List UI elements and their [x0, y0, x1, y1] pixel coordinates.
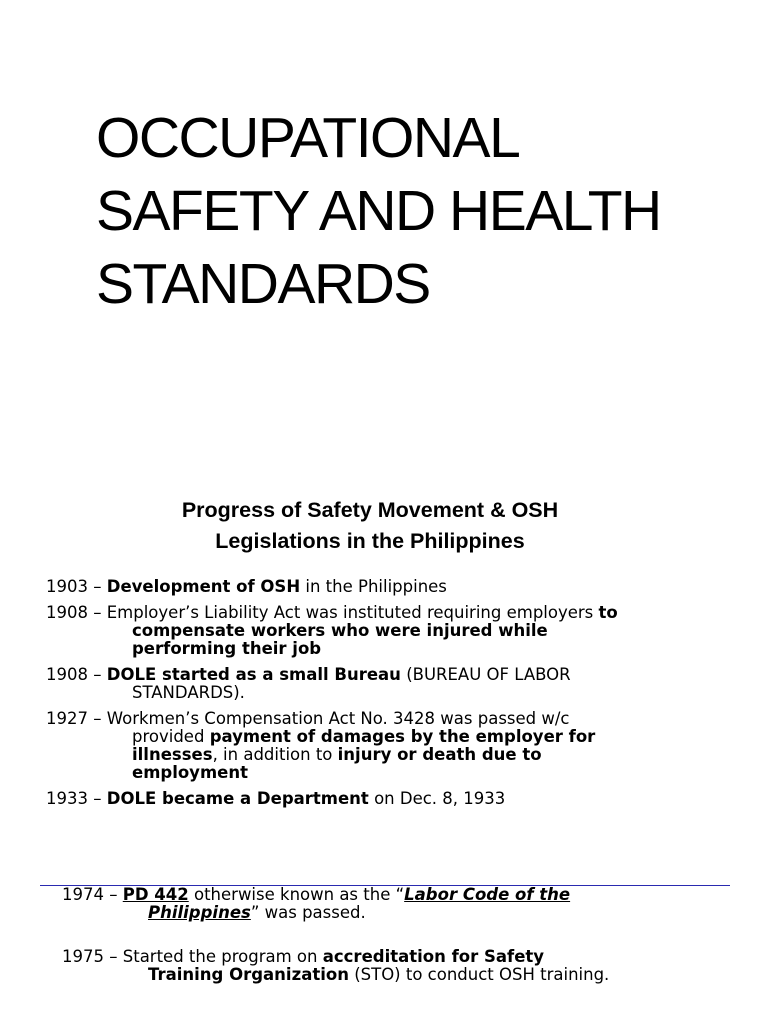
entry-bold: Training Organization: [148, 965, 349, 984]
page-title: [96, 102, 746, 321]
title-line-3: STANDARDS: [96, 252, 430, 316]
timeline-list: [46, 578, 746, 816]
entry-year: 1975 –: [62, 947, 118, 966]
pd-442-link[interactable]: PD 442: [122, 885, 189, 904]
entry-text: otherwise known as the “: [193, 885, 405, 904]
entry-text: ” was passed.: [250, 903, 366, 922]
entry-bold: to: [598, 603, 618, 622]
entry-italic: Philippines: [148, 903, 251, 922]
entry-text: in the Philippines: [305, 577, 447, 596]
timeline-entry-1975: [62, 948, 762, 984]
section-heading: [60, 495, 680, 557]
entry-year: 1974 –: [62, 885, 118, 904]
entry-year: 1933 –: [46, 789, 102, 808]
entry-text: on Dec. 8, 1933: [374, 789, 506, 808]
entry-text: Started the program on: [122, 947, 318, 966]
entry-text: STANDARDS).: [132, 683, 245, 702]
entry-bold: compensate workers who were injured while: [132, 621, 548, 640]
timeline-entry-1908-dole: [46, 666, 746, 702]
entry-year: 1927 –: [46, 709, 102, 728]
entry-italic: Labor Code of the: [404, 885, 571, 904]
entry-text: (BUREAU OF LABOR: [406, 665, 571, 684]
entry-bold: payment of damages by the employer for: [209, 727, 596, 746]
timeline-list-continued: [62, 886, 762, 1010]
entry-year: 1908 –: [46, 603, 102, 622]
heading-line-2: Legislations in the Philippines: [215, 529, 525, 553]
entry-text: , in addition to: [212, 745, 333, 764]
entry-bold: performing their job: [132, 639, 322, 658]
entry-text: (STO) to conduct OSH training.: [354, 965, 610, 984]
heading-line-1: Progress of Safety Movement & OSH: [181, 498, 559, 522]
title-line-2: SAFETY AND HEALTH: [96, 179, 661, 243]
entry-text: provided: [132, 727, 205, 746]
timeline-entry-1903: [46, 578, 746, 596]
timeline-entry-1974: [62, 886, 762, 922]
entry-text: Workmen’s Compensation Act No. 3428 was passed w/c: [106, 709, 570, 728]
title-line-1: OCCUPATIONAL: [96, 106, 520, 170]
entry-year: 1908 –: [46, 665, 102, 684]
entry-text: Employer’s Liability Act was instituted requiring employers: [106, 603, 594, 622]
entry-bold: DOLE became a Department: [106, 789, 369, 808]
entry-bold: injury or death due to: [337, 745, 542, 764]
timeline-entry-1927: [46, 710, 746, 782]
entry-bold: Development of OSH: [106, 577, 301, 596]
timeline-entry-1933: [46, 790, 746, 808]
entry-bold: illnesses: [132, 745, 213, 764]
entry-bold: employment: [132, 763, 248, 782]
timeline-entry-1908-liability: [46, 604, 746, 658]
entry-year: 1903 –: [46, 577, 102, 596]
entry-bold: DOLE started as a small Bureau: [106, 665, 401, 684]
entry-bold: accreditation for Safety: [322, 947, 545, 966]
